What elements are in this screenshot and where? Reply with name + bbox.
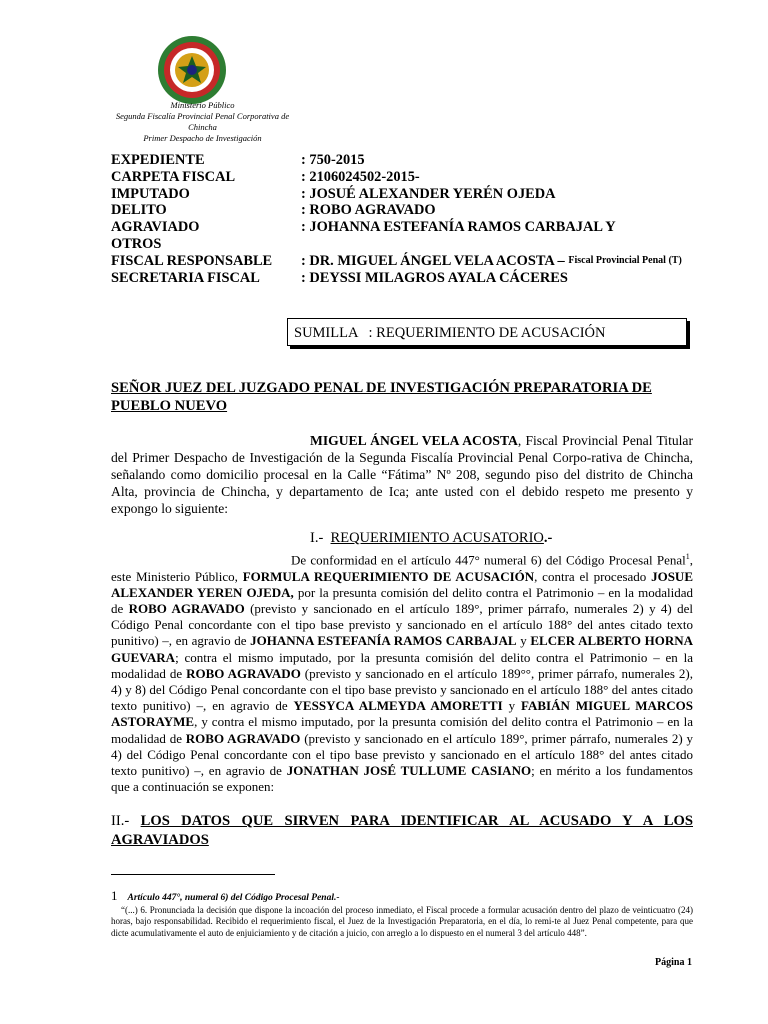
body-bold-segment: JOSUE ALEXANDER YEREN OJEDA, [111, 568, 693, 600]
footnote-number: 1 [111, 888, 118, 903]
intro-paragraph: MIGUEL ÁNGEL VELA ACOSTA, Fiscal Provincial Penal Titular del Primer Despacho de Investigación de la Segunda Fiscalía Provincial Penal Corpo-rativa de Chincha, señalando como domicilio procesal en la Calle “Fátima” Nº 208, segundo piso del distrito de Chincha Alta, provincia de Chincha, y departamento de Ica; ante usted con el debido respeto me presento y expongo lo siguiente: [111, 433, 693, 516]
addressee-heading: SEÑOR JUEZ DEL JUZGADO PENAL DE INVESTIGACIÓN PREPARATORIA DE PUEBLO NUEVO [111, 380, 652, 414]
body-bold-segment: ROBO AGRAVADO [186, 665, 301, 681]
field-row-otros: OTROS [111, 235, 162, 252]
body-bold-segment: ROBO AGRAVADO [185, 730, 301, 746]
body-bold-segment: YESSYCA ALMEYDA AMORETTI [293, 698, 503, 714]
section-2-heading: II.- LOS DATOS QUE SIRVEN PARA IDENTIFICAR AL ACUSADO Y A LOS AGRAVIADOS [111, 813, 693, 848]
body-segment: (previsto y sancionado en el artículo 189°°, primer párrafo, numerales 2), 4) y 8) del Código Penal concordante con el tipo base previsto y sancionado en el artículo 188° del antes citado texto punitivo) –, en agravio de [111, 665, 693, 714]
body-bold-segment: JONATHAN JOSÉ TULLUME CASIANO [286, 762, 532, 778]
body-segment: , contra el procesado [534, 568, 652, 584]
field-row-expediente: EXPEDIENTE : 750-2015 [111, 152, 365, 168]
field-row-imputado: IMPUTADO : JOSUÉ ALEXANDER YERÉN OJEDA [111, 185, 556, 202]
body-bold-segment: FORMULA REQUERIMIENTO DE ACUSACIÓN [242, 568, 535, 584]
accusation-body [111, 549, 693, 795]
institution-office: Segunda Fiscalía Provincial Penal Corporativa de Chincha [115, 111, 290, 132]
prosecutor-name: MIGUEL ÁNGEL VELA ACOSTA [310, 433, 518, 448]
footnote [111, 890, 693, 939]
section-1-heading: I.- REQUERIMIENTO ACUSATORIO.- [310, 530, 553, 546]
body-segment: y [502, 698, 522, 714]
institution-name: Ministerio Público [170, 100, 235, 110]
footnote-separator [111, 874, 275, 875]
field-row-carpeta: CARPETA FISCAL : 2106024502-2015- [111, 168, 420, 185]
ministry-seal-icon [156, 34, 228, 106]
page-number: Página 1 [655, 957, 692, 968]
institution-block [105, 100, 300, 144]
body-segment: , y contra el mismo imputado, por la presunta comisión del delito contra el Patrimonio – en la modalidad de [111, 714, 693, 746]
body-segment: ; en mérito a los fundamentos que a continuación se exponen: [111, 762, 693, 795]
field-row-agraviado: AGRAVIADO : JOHANNA ESTEFANÍA RAMOS CARBAJAL Y [111, 219, 616, 236]
body-bold-segment: JOHANNA ESTEFANÍA RAMOS CARBAJAL [250, 633, 517, 649]
body-bold-segment: ROBO AGRAVADO [128, 600, 245, 616]
body-segment: (previsto y sancionado en el artículo 189°, primer párrafo, numerales 2) y 4) del Código Penal concordante con el tipo base previsto y sancionado en el artículo 188° del antes citado texto punitivo) –, en agravio de [111, 600, 693, 649]
case-header-fields [111, 152, 682, 286]
body-segment: De conformidad en el artículo 447° numeral 6) del Código Procesal Penal [291, 552, 686, 568]
footnote-ref: 1 [685, 552, 690, 561]
field-row-fiscal: FISCAL RESPONSABLE : DR. MIGUEL ÁNGEL VELA ACOSTA – Fiscal Provincial Penal (T) [111, 252, 682, 269]
footnote-text: “(...) 6. Pronunciada la decisión que dispone la incoación del proceso inmediato, el Fiscal procede a formular acusación dentro del plazo de veinticuatro (24) horas, bajo responsabilidad. Recibido el requerimiento fiscal, el Juez de la Investigación Preparatoria, en el día, lo remi-te al Juez Penal competente, para que dicte acumulativamente el auto de enjuiciamiento y de citación a juicio, con arreglo a lo dispuesto en el numeral 3 del artículo 448”. [111, 904, 693, 938]
body-bold-segment: ELCER ALBERTO HORNA GUEVARA [111, 633, 694, 665]
body-bold-segment: FABIÁN MIGUEL MARCOS ASTORAYME [111, 698, 693, 730]
body-segment: , este Ministerio Público, [111, 552, 693, 584]
body-segment: ; contra el mismo imputado, por la presunta comisión del delito contra el Patrimonio – en la modalidad de [111, 649, 693, 681]
sumilla-box: SUMILLA : REQUERIMIENTO DE ACUSACIÓN [287, 318, 687, 346]
field-row-delito: DELITO : ROBO AGRAVADO [111, 202, 436, 219]
institution-office-unit: Primer Despacho de Investigación [143, 133, 262, 143]
body-segment: y [516, 633, 531, 649]
footnote-heading: Artículo 447°, numeral 6) del Código Procesal Penal.- [127, 893, 340, 903]
body-segment: (previsto y sancionado en el artículo 189°, primer párrafo, numerales 2) y 4) del Código Penal concordante con el tipo base previsto y sancionado en el artículo 188° del antes citado texto punitivo) –, en agravio de [111, 730, 693, 778]
body-segment: por la presunta comisión del delito contra el Patrimonio – en la modalidad de [111, 584, 693, 616]
field-row-secretaria: SECRETARIA FISCAL : DEYSSI MILAGROS AYALA CÁCERES [111, 269, 568, 286]
